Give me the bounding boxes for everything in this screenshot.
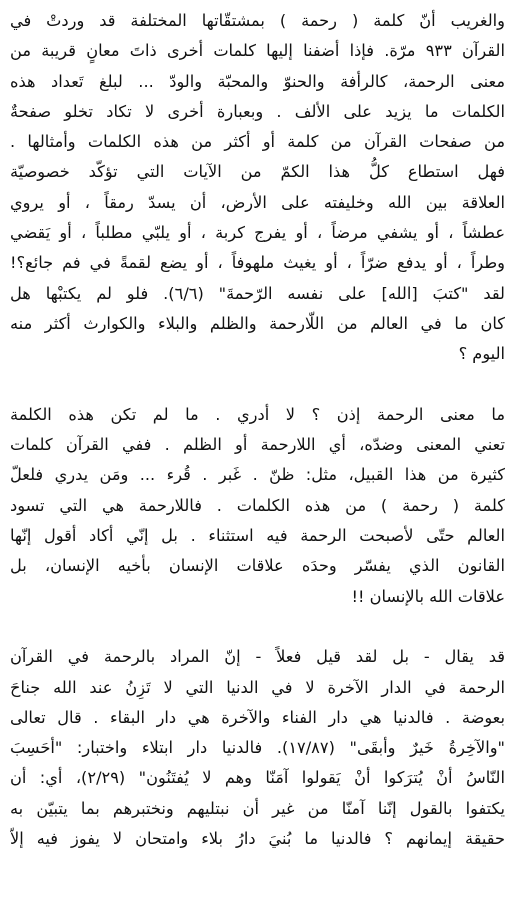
text-line: وطراً ، أو يدفع ضرّاً ، أو يغيث ملهوفاً ، أو يضع لقمةً في فم جائع؟! — [10, 253, 505, 273]
text-line: حقيقة إيمانهم ؟ فالدنيا ما بُنيَ دارُ بلاء وامتحان لا يفوز فيه إلاّ — [10, 829, 505, 849]
text-line: يكتفوا بالقول إنّنا آمنّا من غير أن نبتليهم ونختبرهم بما يتبيّن به — [10, 798, 505, 818]
text-line: اليوم ؟ — [458, 344, 505, 364]
text-line: لقد "كتبَ [الله] على نفسه الرّحمةَ" (٦/٦). فلو لم يكتبْها هل — [10, 283, 505, 303]
text-line: كلمة ( رحمة ) من هذه الكلمات . فاللارحمة هي التي تسود — [10, 495, 505, 515]
text-line: بعوضة . فالدنيا هي دار الفناء والآخرة هي دار البقاء . قال تعالى — [10, 707, 505, 727]
text-line: كثيرة من هذا القبيل، مثل: ظنّ . غَبر . قُرء ... ومَن يدري فلعلّ — [10, 465, 505, 485]
paragraph-1 — [10, 6, 505, 370]
paragraph-gap — [10, 370, 505, 400]
paragraph-2 — [10, 400, 505, 612]
text-line: العالم حتّى لأصبحت الرحمة فيه استثناء . بل إنّي أكاد أقول إنّها — [10, 526, 505, 546]
text-line: معنى الرحمة، كالرأفة والحنوّ والمحبّة والودّ ... لبلغ تَعداد هذه — [10, 71, 505, 91]
text-line: القانون الذي يفسّر وحدَه علاقات الإنسان بأخيه الإنسان، بل — [10, 556, 505, 576]
text-line: القرآن ٩٣٣ مرّة. فإذا أضفنا إليها كلمات أخرى ذاتَ معانٍ قريبة من — [10, 41, 505, 61]
paragraph-gap — [10, 612, 505, 642]
text-line: والغريب أنّ كلمة ( رحمة ) بمشتقّاتها المختلفة قد وردتْ في — [10, 11, 505, 30]
text-line: النّاسُ أنْ يُترَكوا أنْ يَقولوا آمَنّا وهم لا يُفتَنُون" (٢/٢٩)، أي: أن — [10, 768, 505, 788]
text-line: عطشاً ، أو يشفي مرضاً ، أو يفرج كربة ، أو يلبّي مطلباً ، أو يَقضي — [10, 223, 505, 243]
text-line: الكلمات ما يزيد على الألف . وبعبارة أخرى لا تكاد تخلو صفحةٌ — [10, 101, 505, 121]
text-line: من صفحات القرآن من كلمة أو أكثر من هذه الكلمات وأمثالها . — [10, 132, 505, 152]
text-line: العلاقة بين الله وخليفته على الأرض، أن يسدّ رمقاً ، أو يروي — [10, 192, 505, 212]
text-line: الرحمة في الدار الآخرة لا في الدنيا التي لا تَزِنُ عند الله جناحَ — [10, 677, 505, 697]
text-line: تعني المعنى وضدّه، أي اللارحمة أو الظلم . ففي القرآن كلمات — [10, 435, 505, 455]
paragraph-3 — [10, 642, 505, 854]
text-line: قد يقال - بل لقد قيل فعلاً - إنّ المراد بالرحمة في القرآن — [10, 647, 505, 667]
text-line: ما معنى الرحمة إذن ؟ لا أدري . ما لم تكن هذه الكلمة — [10, 404, 505, 424]
text-line: فهل استطاع كلُّ هذا الكمّ من الآيات التي تؤكّد خصوصيّة — [10, 162, 505, 182]
text-line: علاقات الله بالإنسان !! — [351, 586, 505, 606]
text-line: "والآخِرةُ خَيرٌ وأبقَى" (١٧/٨٧). فالدنيا دار ابتلاء واختبار: "أحَسِبَ — [10, 738, 505, 758]
text-line: كان ما في العالم من اللّارحمة والظلم والبلاء والكوارث أكثر منه — [10, 313, 505, 333]
